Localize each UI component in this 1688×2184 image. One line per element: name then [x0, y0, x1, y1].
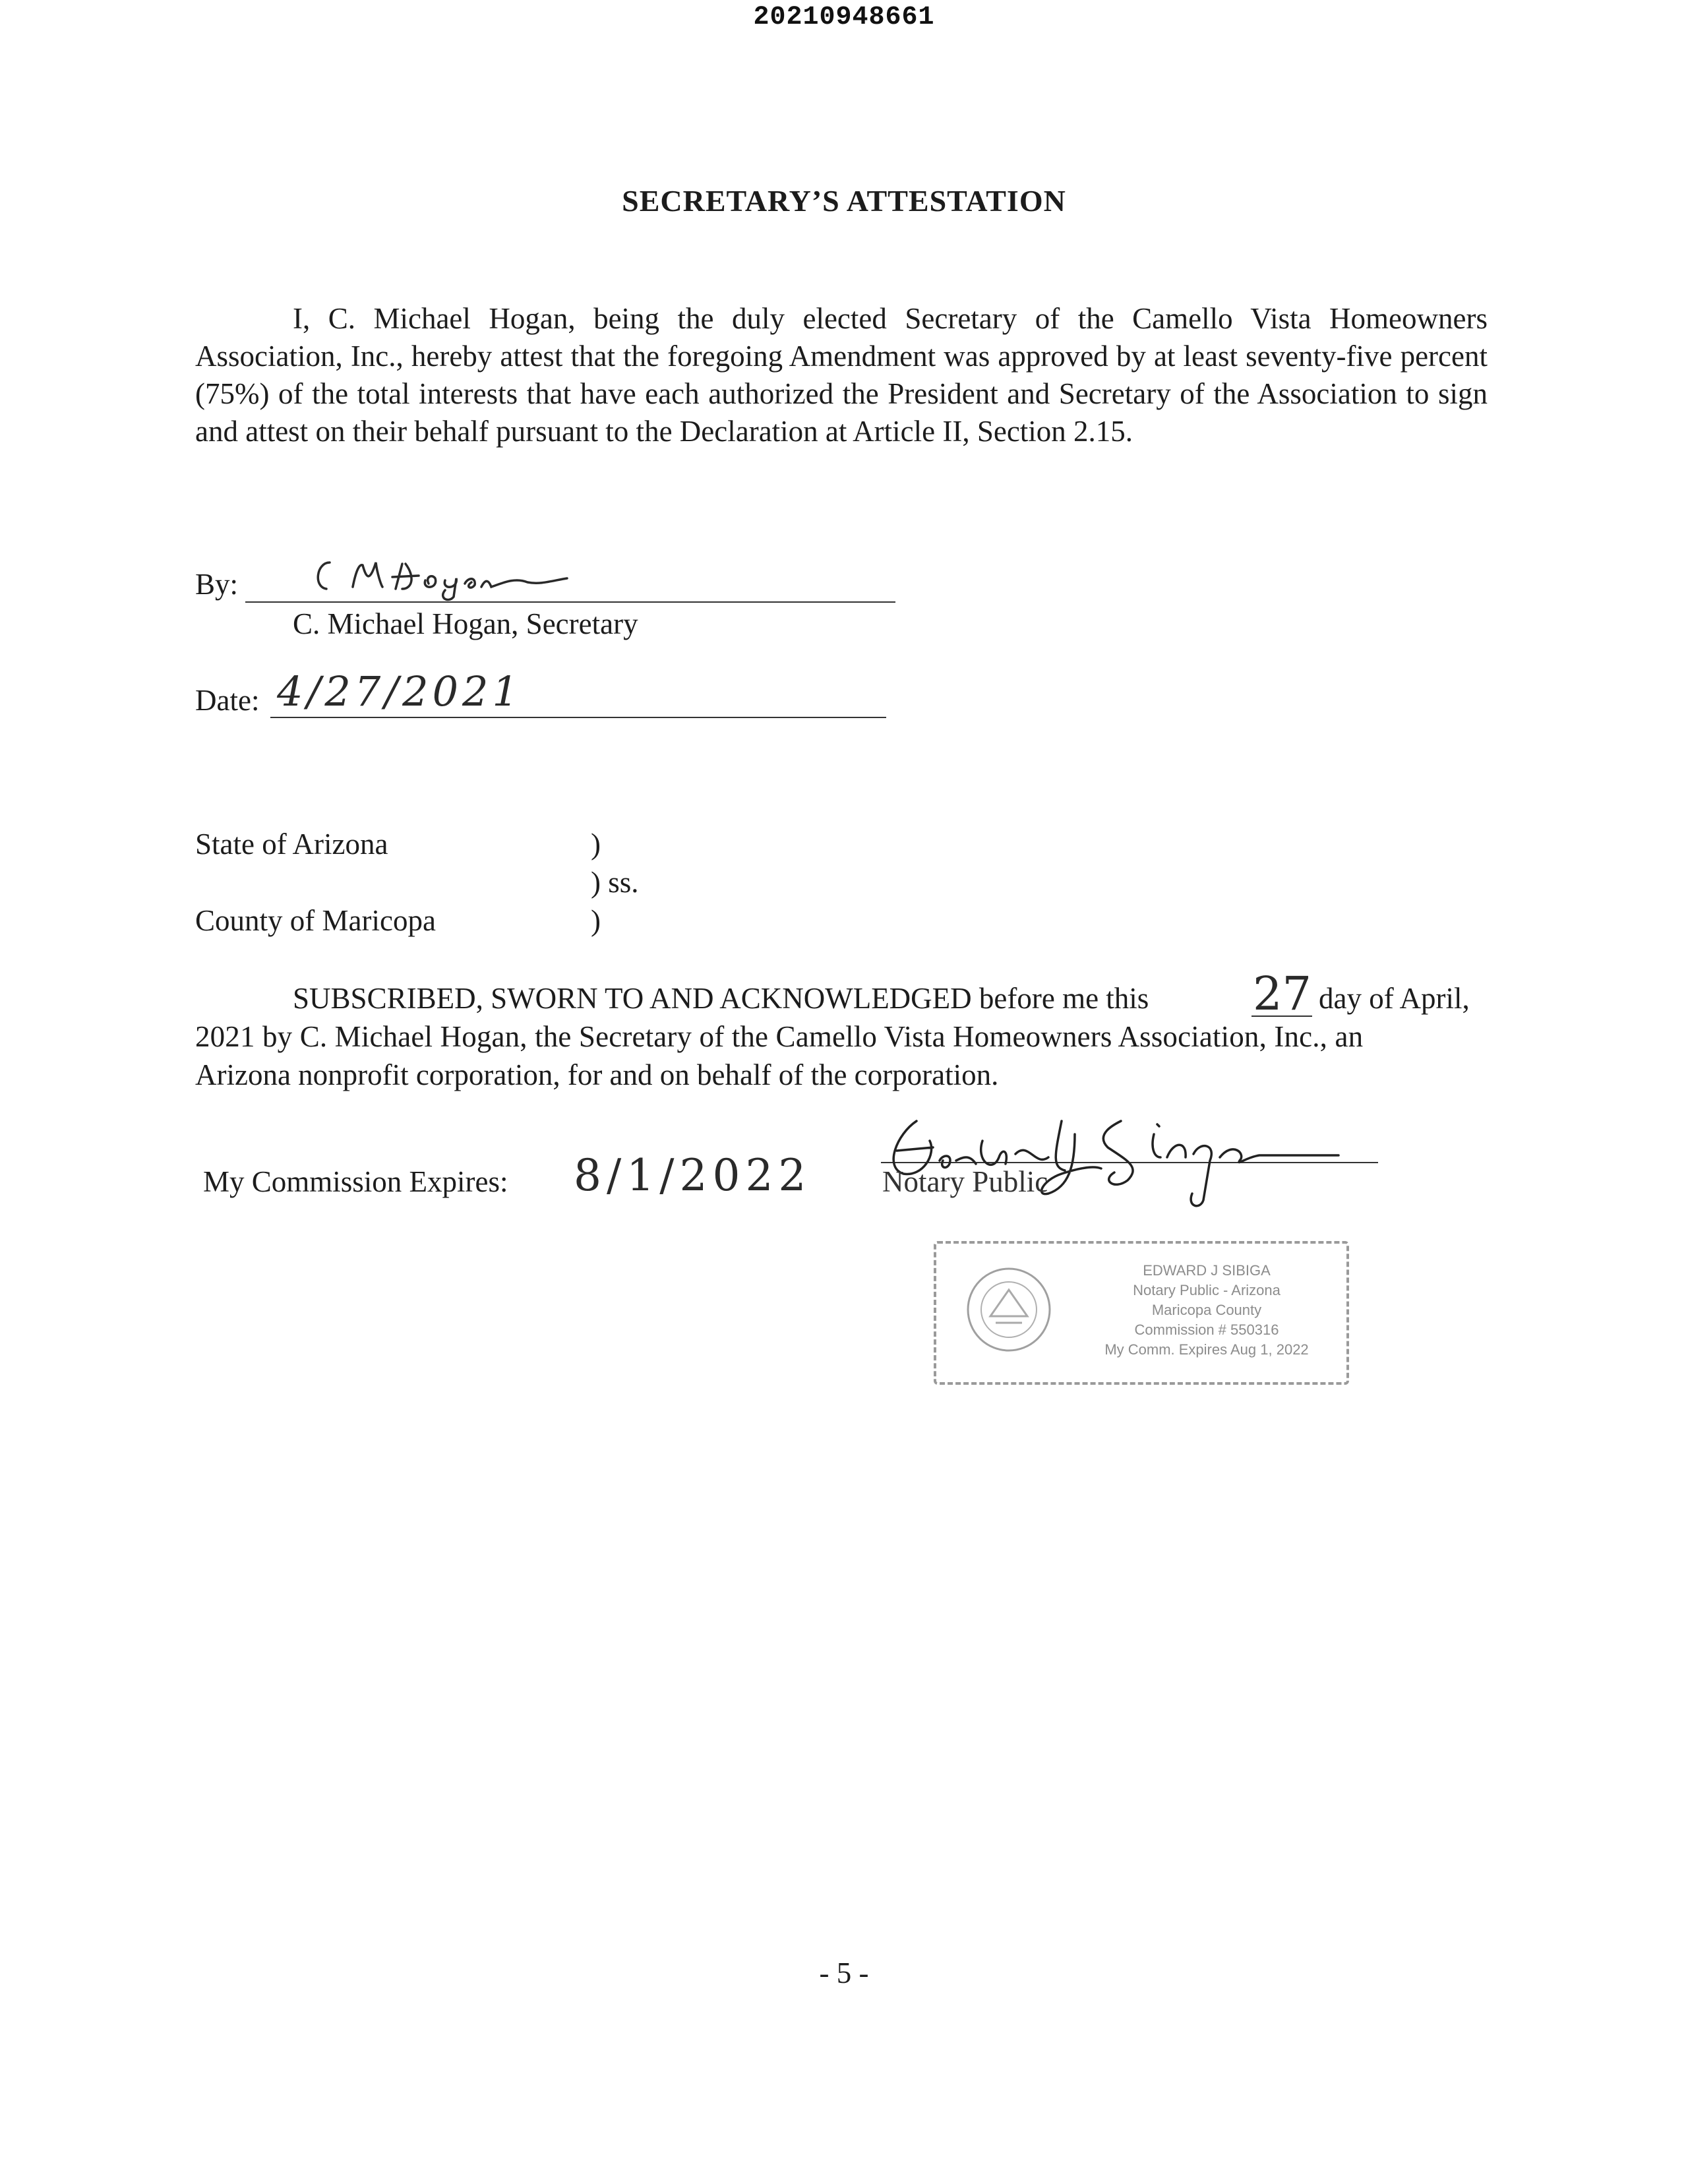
stamp-line-3: Maricopa County [1151, 1302, 1262, 1318]
notary-label: Notary Public [882, 1165, 1048, 1198]
page-number: - 5 - [819, 1957, 869, 1989]
venue-state: State of Arizona [195, 828, 388, 861]
venue-county: County of Maricopa [195, 904, 436, 937]
date-label: Date: [195, 684, 260, 717]
commission-label: My Commission Expires: [203, 1165, 508, 1198]
subscribed-line-1-end: day of April, [1319, 982, 1470, 1015]
stamp-line-2: Notary Public - Arizona [1133, 1282, 1281, 1298]
attestation-paragraph: I, C. Michael Hogan, being the duly elected Secretary of the Camello Vista Homeowners Association, Inc., hereby attest that the foregoing Amendment was approved by at least seventy-five percent (75%) of the total interests that have each authorized the President and Secretary of the Association to sign and attest on their behalf pursuant to the Declaration at Article II, Section 2.15. [195, 302, 1488, 448]
venue-paren-3: ) [591, 904, 601, 937]
document-title: SECRETARY’S ATTESTATION [622, 184, 1066, 218]
date-line [270, 717, 886, 718]
subscribed-line-3: Arizona nonprofit corporation, for and on behalf of the corporation. [195, 1058, 999, 1091]
commission-date-handwritten: 8/1/2022 [574, 1150, 812, 1201]
day-line [1251, 1016, 1312, 1017]
subscribed-line-1-start: SUBSCRIBED, SWORN TO AND ACKNOWLEDGED before me this [293, 982, 1149, 1015]
venue-paren-1: ) [591, 828, 601, 861]
day-handwritten: 27 [1253, 967, 1312, 1021]
by-label: By: [195, 568, 239, 601]
subscribed-line-2: 2021 by C. Michael Hogan, the Secretary of the Camello Vista Homeowners Association, Inc., an [195, 1020, 1364, 1053]
stamp-line-5: My Comm. Expires Aug 1, 2022 [1104, 1341, 1309, 1358]
notary-stamp [934, 1241, 1349, 1385]
stamp-line-4: Commission # 550316 [1134, 1321, 1279, 1338]
secretary-signature [303, 551, 580, 603]
notary-seal-icon [963, 1263, 1055, 1356]
date-handwritten: 4/27/2021 [277, 667, 522, 715]
recording-number: 20210948661 [753, 3, 935, 32]
signer-caption: C. Michael Hogan, Secretary [293, 607, 638, 640]
venue-ss: ) ss. [591, 866, 639, 899]
stamp-line-1: EDWARD J SIBIGA [1143, 1262, 1271, 1279]
